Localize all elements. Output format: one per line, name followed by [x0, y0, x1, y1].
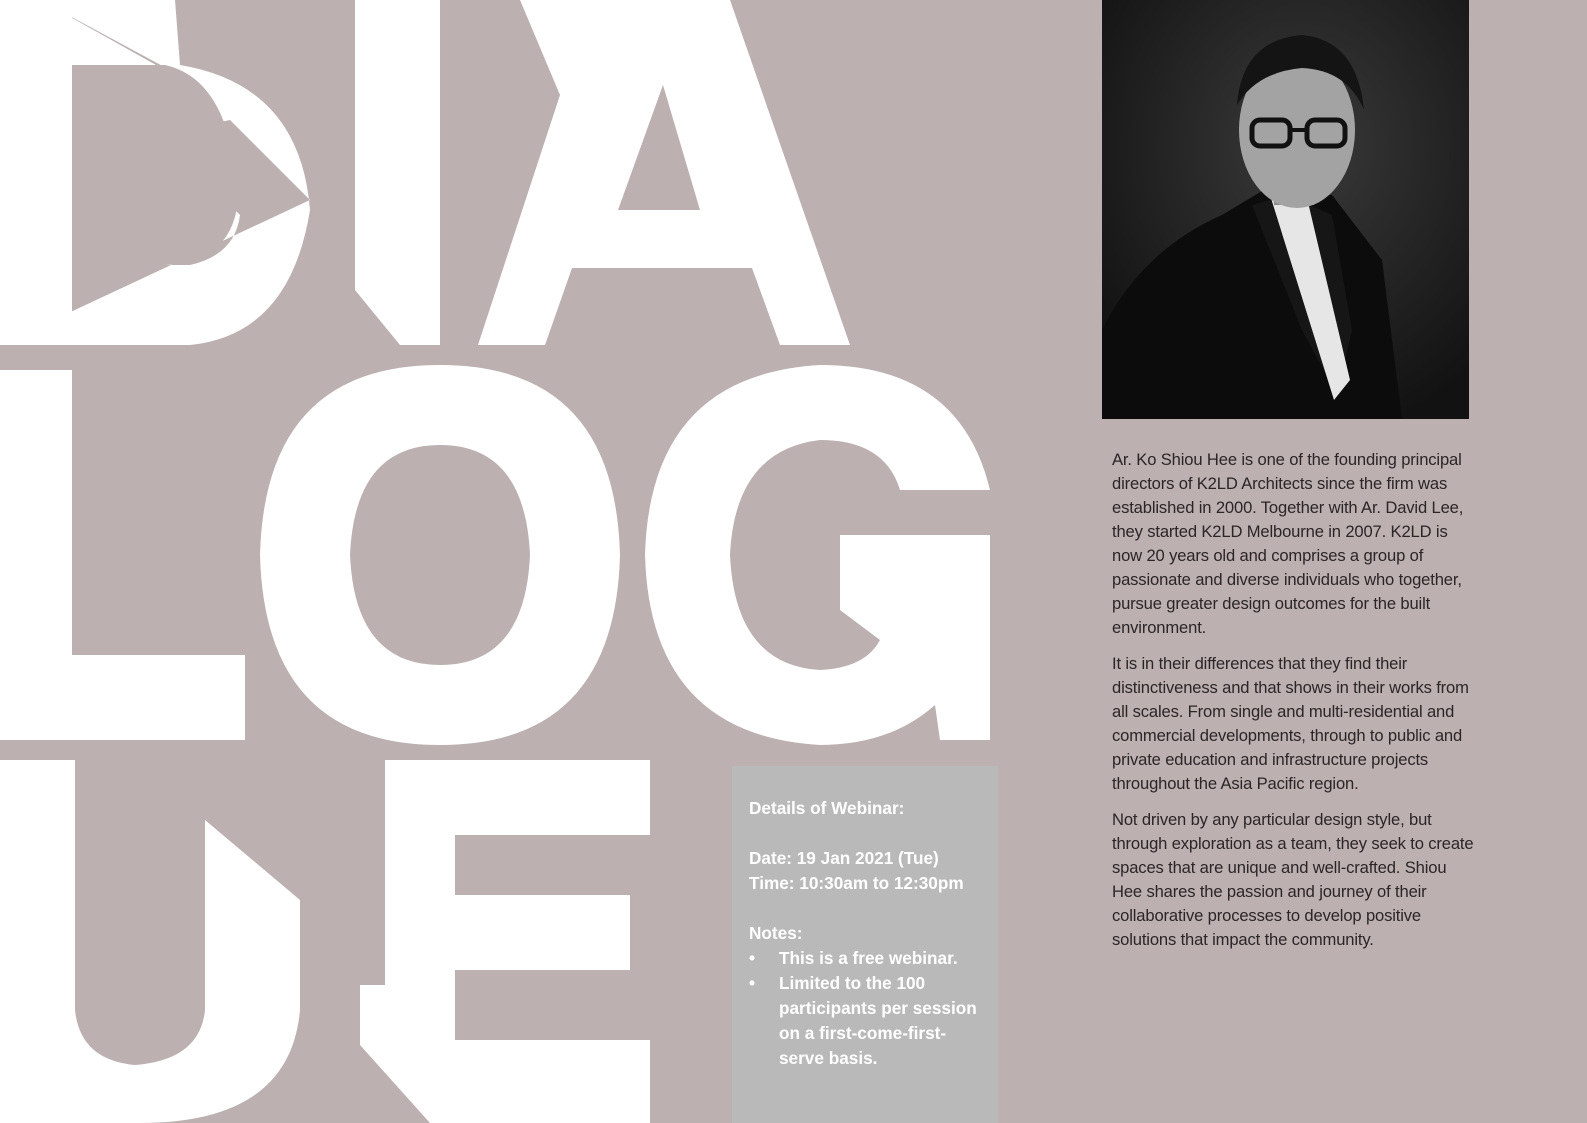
letter-i [355, 0, 440, 345]
letter-e [360, 760, 650, 1123]
bullet-icon: • [749, 948, 756, 968]
letter-o [260, 365, 620, 745]
webinar-date: Date: 19 Jan 2021 (Tue) [749, 848, 939, 868]
bio-paragraph: Not driven by any particular design style, but through exploration as a team, they seek to create spaces that are unique and well-crafted. Shiou Hee shares the passion and journey of their collaborative processes to develop positive solutions that impact the community. [1112, 810, 1474, 949]
notes-heading: Notes: [749, 923, 803, 943]
portrait-photo [1102, 0, 1469, 419]
list-item [749, 971, 984, 1071]
bio-text [1112, 448, 1474, 964]
webinar-details-panel [732, 766, 998, 1123]
bullet-icon: • [749, 973, 756, 993]
letter-a [478, 0, 850, 345]
letter-g [645, 365, 990, 745]
letter-u [0, 760, 300, 1123]
list-item [749, 946, 984, 971]
bio-paragraph: Ar. Ko Shiou Hee is one of the founding principal directors of K2LD Architects since the firm was established in 2000. Together with Ar. David Lee, they started K2LD Melbourne in 2007. K2LD is now 20 years old and comprises a group of passionate and diverse individuals who together, pursue greater design outcomes for the built environment. [1112, 450, 1464, 637]
bio-paragraph: It is in their differences that they find their distinctiveness and that shows in their works from all scales. From single and multi-residential and commercial developments, through to public and private education and infrastructure projects throughout the Asia Pacific region. [1112, 654, 1469, 793]
notes-list [749, 946, 984, 1071]
note-text: Limited to the 100 participants per session on a first-come-first-serve basis. [779, 973, 977, 1068]
webinar-time: Time: 10:30am to 12:30pm [749, 873, 964, 893]
note-text: This is a free webinar. [779, 948, 958, 968]
letter-l [0, 370, 245, 740]
details-heading: Details of Webinar: [749, 798, 905, 818]
